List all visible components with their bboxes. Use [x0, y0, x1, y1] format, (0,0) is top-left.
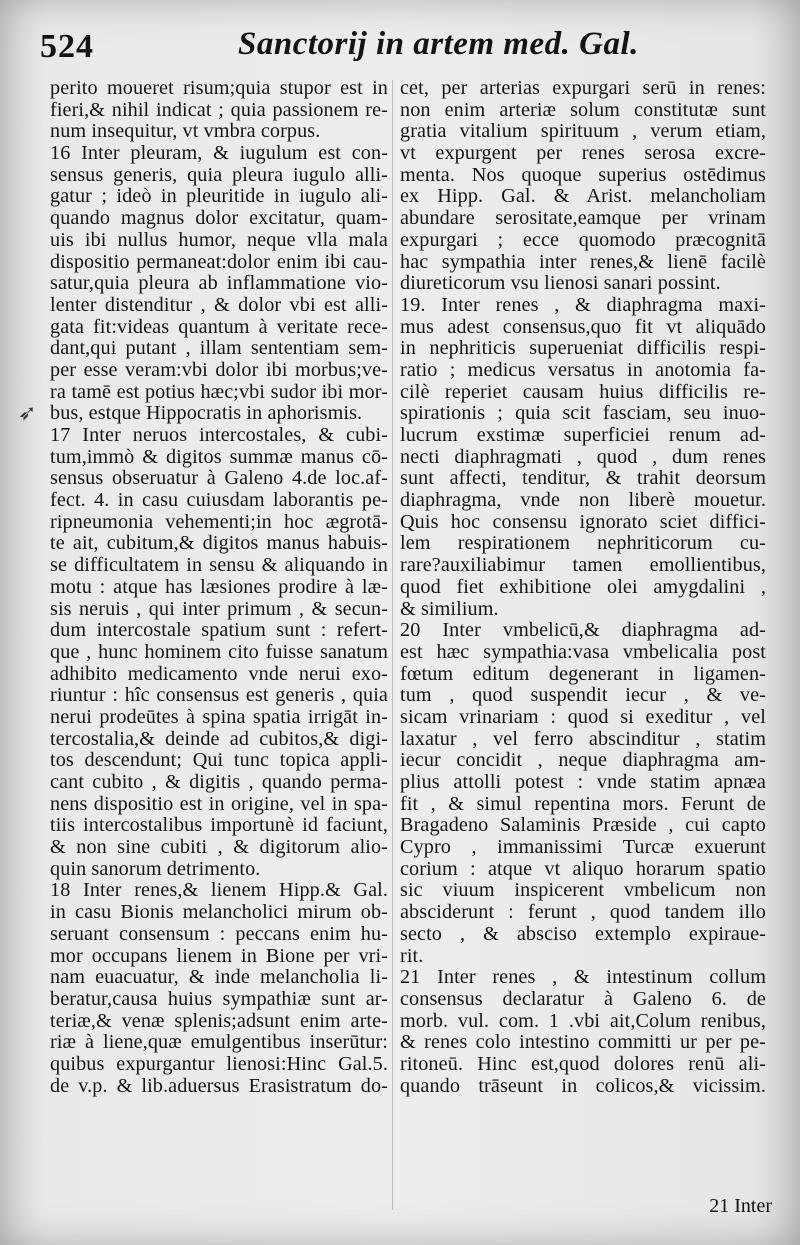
- text-line: quod fiet exhibitione olei amygdalini ,: [400, 575, 766, 598]
- text-line: vt expurgent per renes serosa excre-: [400, 142, 766, 165]
- text-line: sensus generis, quia pleura iugulo alli-: [50, 163, 388, 186]
- text-line: est hæc sympathia:vasa vmbelicalia post: [400, 640, 766, 663]
- text-line: motu : atque has læsiones prodire à læ-: [50, 575, 388, 598]
- text-line: perito moueret risum;quia stupor est in: [50, 77, 388, 99]
- text-line: bus, estque Hippocratis in aphorismis.: [50, 402, 363, 425]
- text-line: spirationis ; quia scit fasciam, seu inuo-: [400, 402, 766, 425]
- text-line: dum intercostale spatium sunt : refert-: [50, 619, 388, 642]
- text-line: quando magnus dolor excitatur, quam-: [50, 207, 388, 230]
- text-line: 16 Inter pleuram, & iugulum est con-: [50, 142, 388, 165]
- text-line: tos descendunt; Qui tunc topica appli-: [50, 749, 388, 772]
- text-line: 17 Inter neruos intercostales, & cubi-: [50, 424, 388, 446]
- text-line: fect. 4. in casu cuiusdam laborantis pe-: [50, 489, 388, 512]
- text-line: satur,quia pleura ab inflammatione vio-: [50, 272, 388, 295]
- text-line: ratio ; medicus versatus in anotomia fa-: [400, 358, 766, 381]
- text-line: expurgari ; ecce quomodo præcognitā: [400, 228, 766, 251]
- text-line: menta. Nos quoque superius ostēdimus: [400, 163, 766, 186]
- text-line: quin sanorum detrimento.: [50, 857, 261, 880]
- text-line: quibus expurgantur lienosi:Hinc Gal.5.: [50, 1052, 388, 1075]
- text-line: dant,qui putant , illam sententiam sem-: [50, 337, 388, 360]
- text-line: ripneumonia vehementi;in hoc ægrotā-: [50, 510, 388, 533]
- text-line: tum , quod suspendit iecur , & ve-: [400, 684, 766, 707]
- text-line: 18 Inter renes,& lienem Hipp.& Gal.: [50, 879, 388, 902]
- text-line: ra tamē est potius hæc;vbi sudor ibi mor-: [50, 380, 388, 403]
- text-line: nam euacuatur, & inde melancholia li-: [50, 966, 388, 989]
- text-line: per esse veram:vbi dolor ibi morbus;ve-: [50, 358, 388, 381]
- text-line: num insequitur, vt vmbra corpus.: [50, 120, 321, 143]
- text-line: seruant consensum : peccans enim hu-: [50, 922, 388, 945]
- text-line: lucrum exstimæ superficiei renum ad-: [400, 424, 766, 446]
- text-line: lem respirationem nephriticorum cu-: [400, 532, 766, 555]
- text-line: gatur ; ideò in pleuritide in iugulo ali-: [50, 185, 388, 208]
- text-line: fieri,& nihil indicat ; quia passionem re-: [50, 98, 388, 121]
- text-line: nens dispositio est in origine, vel in spa-: [50, 792, 388, 815]
- text-line: teriæ,& venæ splenis;adsunt enim arte-: [50, 1009, 388, 1032]
- text-line: in casu Bionis melancholici mirum ob-: [50, 901, 388, 924]
- text-line: riæ à liene,quæ emulgentibus inserūtur:: [50, 1031, 388, 1054]
- text-line: te ait, cubitum,& digitos manus habuis-: [50, 532, 388, 555]
- text-line: sic viuum inspicerent vmbelicum non: [400, 879, 766, 902]
- text-line: non enim arteriæ solum constitutæ sunt: [400, 98, 766, 121]
- text-line: ex Hipp. Gal. & Arist. melancholiam: [400, 185, 766, 208]
- text-line: absciderunt : ferunt , quod tandem illo: [400, 901, 766, 924]
- text-line: in nephriticis superueniat difficilis respi-: [400, 337, 766, 360]
- text-line: 19. Inter renes , & diaphragma maxi-: [400, 293, 766, 316]
- right-column: [400, 78, 766, 1097]
- text-line: beratur,causa huius sympathiæ sunt ar-: [50, 987, 388, 1010]
- text-line: de v.p. & lib.aduersus Erasistratum do-: [50, 1074, 388, 1097]
- text-line: se difficultatem in sensu & aliquando in: [50, 554, 388, 577]
- text-line: sunt affecti, tenditur, & trahit deorsum: [400, 467, 766, 490]
- text-line: corium : atque vt aliquo horarum spatio: [400, 857, 766, 880]
- text-line: cilè reperiet causam huius difficilis re-: [400, 380, 766, 403]
- text-line: fœtum editum degenerant in ligamen-: [400, 662, 766, 685]
- text-line: morb. vul. com. 1 .vbi ait,Colum renibus,: [400, 1009, 766, 1032]
- text-line: & renes colo intestino committi ur per pe-: [400, 1031, 766, 1054]
- text-line: & similium.: [400, 597, 499, 620]
- text-line: tum,immò & digitos summæ manus cō-: [50, 445, 388, 468]
- text-line: rit.: [400, 944, 424, 967]
- text-line: tercostalia,& deinde ad cubitos,& digi-: [50, 727, 388, 750]
- text-line: adhibito medicamento vnde nerui exo-: [50, 662, 388, 685]
- text-line: rare?auxiliabimur tamen emollientibus,: [400, 554, 766, 577]
- text-line: Quis hoc consensu ignorato sciet diffici-: [400, 510, 766, 533]
- catchword: 21 Inter: [709, 1195, 772, 1217]
- text-line: mus adest consensus,quo fit vt aliquādo: [400, 315, 766, 338]
- text-line: consensus declaratur à Galeno 6. de: [400, 987, 766, 1010]
- text-line: iecur concidit , neque diaphragma am-: [400, 749, 766, 772]
- text-line: gata fit:videas quantum à veritate rece-: [50, 315, 388, 338]
- running-head: Sanctorij in artem med. Gal.: [238, 26, 639, 62]
- text-line: lenter distenditur , & dolor vbi est alli-: [50, 293, 388, 316]
- text-line: tiis intercostalibus importunè id faciunt,: [50, 814, 388, 837]
- page-number: 524: [40, 28, 94, 65]
- text-line: ritoneū. Hinc est,quod dolores renū ali-: [400, 1052, 766, 1075]
- text-line: laxatur , vel ferro abscinditur , statim: [400, 727, 766, 750]
- text-line: que , hunc hominem cito fuisse sanatum: [50, 640, 388, 663]
- text-line: sis neruis , qui inter primum , & secun-: [50, 597, 388, 620]
- text-line: 21 Inter renes , & intestinum collum: [400, 966, 766, 989]
- left-column: [50, 78, 388, 1097]
- text-line: gratia vitalium spirituum , verum etiam,: [400, 120, 766, 143]
- text-line: Cypro , immanissimi Turcæ exuerunt: [400, 836, 766, 859]
- text-line: diureticorum vsu lienosi sanari possint.: [400, 272, 721, 295]
- text-line: sicam vrinariam : quod si exeditur , vel: [400, 705, 766, 728]
- text-line: hac sympathia inter renes,& lienē facilè: [400, 250, 766, 273]
- text-line: necti diaphragmati , quod , dum renes: [400, 445, 766, 468]
- text-line: plius attolli potest : vnde statim apnæa: [400, 771, 766, 793]
- text-line: mor occupans lienem in Bione per vri-: [50, 944, 388, 967]
- text-line: dispositio permaneat:dolor enim ibi cau-: [50, 250, 388, 273]
- text-line: 20 Inter vmbelicū,& diaphragma ad-: [400, 619, 766, 642]
- text-line: fit , & simul repentina mors. Ferunt de: [400, 792, 766, 815]
- text-line: secto , & absciso extemplo expiraue-: [400, 922, 766, 945]
- text-line: riuntur : hîc consensus est generis , quia: [50, 684, 388, 707]
- gutter-divider: [392, 80, 393, 1210]
- text-line: diaphragma, vnde non liberè mouetur.: [400, 489, 766, 512]
- margin-mark-arrow: ➶: [18, 400, 37, 425]
- text-line: & non sine cubiti , & digitorum alio-: [50, 836, 388, 859]
- text-line: Bragadeno Salaminis Præside , cui capto: [400, 814, 766, 837]
- text-line: cet, per arterias expurgari serū in renes:: [400, 77, 766, 99]
- text-line: nerui prodeūtes à spina spatia irrigāt in-: [50, 705, 388, 728]
- text-line: cant cubito , & digitis , quando perma-: [50, 771, 388, 793]
- text-line: uis ibi nullus humor, neque vlla mala: [50, 228, 388, 251]
- text-line: sensus obseruatur à Galeno 4.de loc.af-: [50, 467, 388, 490]
- text-line: quando trāseunt in colicos,& vicissim.: [400, 1074, 766, 1097]
- text-line: abundare serositate,eamque per vrinam: [400, 207, 766, 230]
